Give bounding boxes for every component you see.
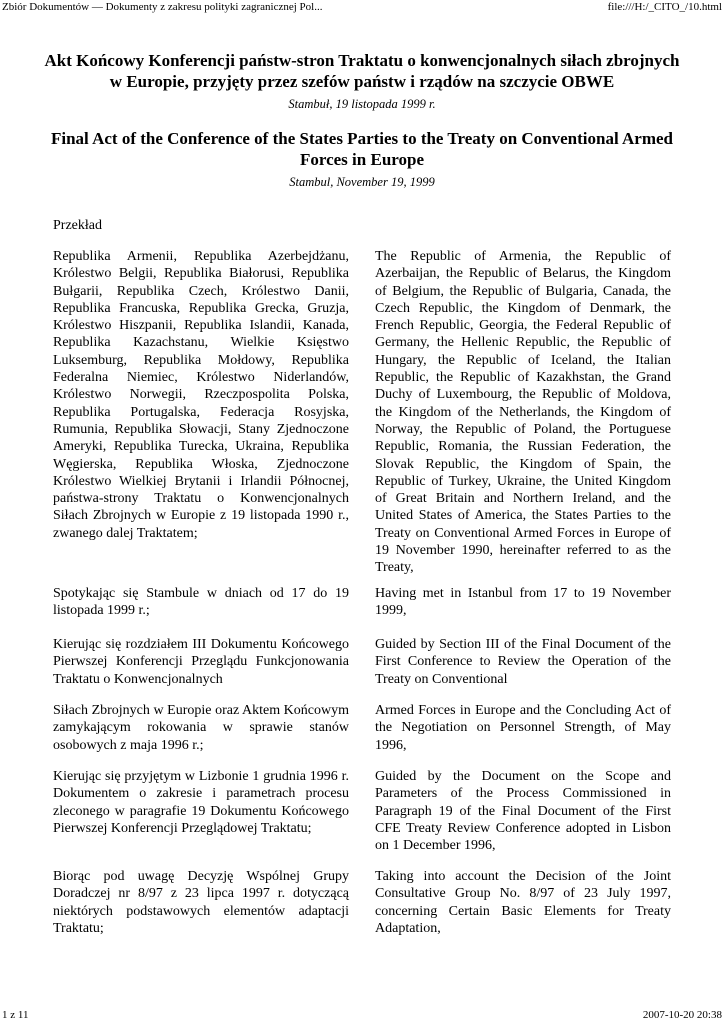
paragraph-english: Guided by the Document on the Scope and Parameters of the Process Commissioned in Paragraph 19 of the Final Document of the First CFE Treaty Review Conference adopted in Lisbon on 1 December 1996, <box>375 769 671 854</box>
paragraph-english: The Republic of Armenia, the Republic of Azerbaijan, the Republic of Belarus, the Kingdom of Belgium, the Republic of Bulgaria, Canada, the Czech Republic, the Kingdom of Denmark, the French Republic, Georgia, the Federal Republic of Germany, the Hellenic Republic, the Republic of Hungary, the Republic of Iceland, the Italian Republic, the Republic of Kazakhstan, the Grand Duchy of Luxembourg, the Republic of Moldova, the Kingdom of the Netherlands, the Kingdom of Norway, the Republic of Poland, the Portuguese Republic, Romania, the Russian Federation, the Slovak Republic, the Kingdom of Spain, the Republic of Turkey, Ukraine, the United Kingdom of Great Britain and Northern Ireland, and the United States of America, the States Parties to the Treaty on Conventional Armed Forces in Europe of 19 November 1990, hereinafter referred to as the Treaty, <box>375 249 671 576</box>
print-header-path: file:///H:/_CITO_/10.html <box>607 1 722 13</box>
paragraph-polish: Spotykając się Stambule w dniach od 17 do 19 listopada 1999 r.; <box>53 586 349 619</box>
page-number: 1 z 11 <box>2 1009 29 1021</box>
document-date-polish: Stambuł, 19 listopada 1999 r. <box>288 97 436 111</box>
document-title-polish: Akt Końcowy Konferencji państw-stron Traktatu o konwencjonalnych siłach zbrojnych w Europie, przyjęty przez szefów państw i rządów na szczycie OBWE <box>44 51 680 91</box>
print-header-title: Zbiór Dokumentów — Dokumenty z zakresu polityki zagranicznej Pol... <box>2 1 323 13</box>
paragraph-polish: Biorąc pod uwagę Decyzję Wspólnej Grupy Doradczej nr 8/97 z 23 lipca 1997 r. dotyczącą niektórych podstawowych elementów adaptacji Traktatu; <box>53 869 349 936</box>
print-footer <box>0 1010 724 1024</box>
translation-label: Przekład <box>53 218 102 233</box>
paragraph-polish: Kierując się rozdziałem III Dokumentu Końcowego Pierwszej Konferencji Przeglądu Funkcjonowania Traktatu o Konwencjonalnych <box>53 637 349 687</box>
print-datetime: 2007-10-20 20:38 <box>642 1009 722 1021</box>
paragraph-polish: Kierując się przyjętym w Lizbonie 1 grudnia 1996 r. Dokumentem o zakresie i parametrach procesu zleconego w paragrafie 19 Dokumentu Końcowego Pierwszej Konferencji Przeglądowej Traktatu; <box>53 769 349 836</box>
document-date-english: Stambul, November 19, 1999 <box>289 175 435 189</box>
print-header <box>0 0 724 14</box>
paragraph-polish: Republika Armenii, Republika Azerbejdżanu, Królestwo Belgii, Republika Białorusi, Republika Bułgarii, Republika Czech, Królestwo Danii, Republika Francuska, Republika Grecka, Gruzja, Królestwo Hiszpanii, Republika Islandii, Kanada, Republika Kazachstanu, Wielkie Księstwo Luksemburg, Republika Mołdowy, Republika Federalna Niemiec, Królestwo Niderlandów, Królestwo Norwegii, Rzeczpospolita Polska, Republika Portugalska, Federacja Rosyjska, Rumunia, Republika Słowacji, Stany Zjednoczone Ameryki, Republika Turecka, Ukraina, Republika Węgierska, Republika Włoska, Zjednoczone Królestwo Wielkiej Brytanii i Irlandii Północnej, państwa-strony Traktatu o Konwencjonalnych Siłach Zbrojnych w Europie z 19 listopada 1990 r., zwanego dalej Traktatem; <box>53 249 349 541</box>
paragraph-english: Armed Forces in Europe and the Concluding Act of the Negotiation on Personnel Strength, of May 1996, <box>375 703 671 753</box>
paragraph-english: Guided by Section III of the Final Document of the First Conference to Review the Operation of the Treaty on Conventional <box>375 637 671 687</box>
paragraph-polish: Siłach Zbrojnych w Europie oraz Aktem Końcowym zamykającym rokowania w sprawie stanów osobowych z maja 1996 r.; <box>53 703 349 753</box>
paragraph-english: Taking into account the Decision of the Joint Consultative Group No. 8/97 of 23 July 1997, concerning Certain Basic Elements for Treaty Adaptation, <box>375 869 671 936</box>
document-title-english: Final Act of the Conference of the States Parties to the Treaty on Conventional Armed Forces in Europe <box>51 129 673 169</box>
paragraph-english: Having met in Istanbul from 17 to 19 November 1999, <box>375 586 671 619</box>
